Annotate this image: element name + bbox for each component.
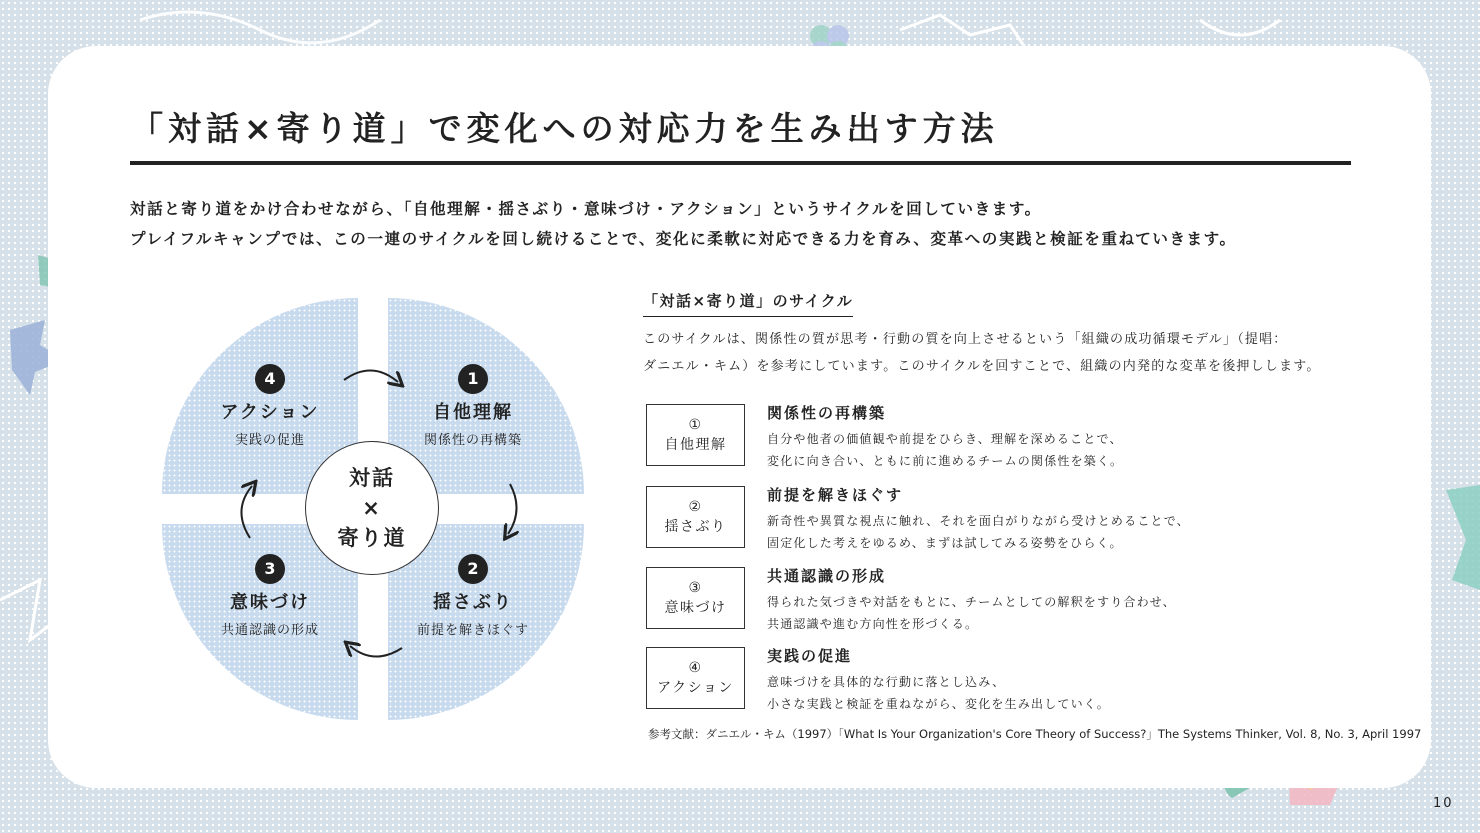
- cycle-item-title: 共通認識の形成: [767, 567, 887, 585]
- stage-number: 3: [255, 554, 285, 584]
- cycle-description-line: ダニエル・キム）を参考にしています。このサイクルを回すことで、組織の内発的な変革を後押しします。: [643, 359, 1321, 374]
- cycle-item-number: ①: [688, 417, 703, 433]
- cycle-item-box: [646, 567, 745, 629]
- cycle-item-label: 自他理解: [664, 437, 727, 453]
- intro-line: プレイフルキャンプでは、この一連のサイクルを回し続けることで、変化に柔軟に対応できる力を育み、変革への実践と検証を重ねていきます。: [130, 230, 1237, 248]
- cycle-item-number: ④: [688, 660, 703, 676]
- cycle-diagram: [162, 298, 584, 720]
- cycle-item-text: 固定化した考えをゆるめ、まずは試してみる姿勢をひらく。: [767, 536, 1123, 550]
- stage-name: 揺さぶり: [433, 592, 513, 613]
- page-title: 「対話×寄り道」で変化への対応力を生み出す方法: [130, 109, 999, 148]
- cycle-item-title: 関係性の再構築: [767, 404, 887, 422]
- cycle-item-text: 小さな実践と検証を重ねながら、変化を生み出していく。: [767, 697, 1110, 711]
- cycle-item-number: ③: [688, 580, 703, 596]
- cycle-item-text: 変化に向き合い、ともに前に進めるチームの関係性を築く。: [767, 454, 1124, 468]
- cycle-item-label: 意味づけ: [664, 600, 727, 616]
- cycle-item-text: 新奇性や異質な視点に触れ、それを面白がりながら受けとめることで、: [767, 514, 1190, 528]
- cycle-item-title: 前提を解きほぐす: [767, 486, 904, 504]
- center-label: ×: [362, 496, 382, 520]
- stage-subtitle: 実践の促進: [234, 433, 305, 448]
- stage-number: 4: [255, 364, 285, 394]
- cycle-heading: 「対話×寄り道」のサイクル: [643, 290, 853, 317]
- cycle-item-text: 共通認識や進む方向性を形づくる。: [767, 617, 979, 631]
- center-label: 対話: [349, 466, 395, 490]
- intro-text: [130, 194, 1380, 254]
- center-label: 寄り道: [337, 526, 407, 550]
- stage-subtitle: 前提を解きほぐす: [416, 623, 529, 638]
- page-number: 10: [1433, 796, 1454, 811]
- cycle-item-number: ②: [688, 499, 703, 515]
- cycle-description: [643, 326, 1363, 380]
- stage-2: [403, 554, 543, 638]
- cycle-item-box: [646, 404, 745, 466]
- stage-subtitle: 共通認識の形成: [220, 623, 319, 638]
- stage-4: [200, 364, 340, 448]
- cycle-item-box: [646, 486, 745, 548]
- cycle-item-label: アクション: [657, 680, 734, 696]
- stage-1: [403, 364, 543, 448]
- stage-subtitle: 関係性の再構築: [423, 433, 522, 448]
- cycle-item-label: 揺さぶり: [664, 519, 727, 535]
- stage-name: 意味づけ: [230, 592, 310, 613]
- stage-name: 自他理解: [433, 402, 513, 423]
- stage-name: アクション: [220, 402, 320, 423]
- cycle-item-title: 実践の促進: [767, 647, 853, 665]
- cycle-item-text: 自分や他者の価値観や前提をひらき、理解を深めることで、: [767, 432, 1123, 446]
- cycle-item-box: [646, 647, 745, 709]
- reference-citation: 参考文献：ダニエル・キム（1997）「What Is Your Organization's Core Theory of Success?」The Systems Thinker, Vol. 8, No. 3, April 1997: [648, 727, 1422, 741]
- stage-number: 2: [458, 554, 488, 584]
- cycle-description-line: このサイクルは、関係性の質が思考・行動の質を向上させるという「組織の成功循環モデル」（提唱：: [643, 332, 1288, 347]
- intro-line: 対話と寄り道をかけ合わせながら、「自他理解・揺さぶり・意味づけ・アクション」というサイクルを回していきます。: [130, 200, 1042, 218]
- title-underline: [130, 161, 1351, 165]
- cycle-item-text: 得られた気づきや対話をもとに、チームとしての解釈をすり合わせ、: [767, 595, 1176, 609]
- stage-3: [200, 554, 340, 638]
- stage-number: 1: [458, 364, 488, 394]
- cycle-item-text: 意味づけを具体的な行動に落とし込み、: [767, 675, 1006, 689]
